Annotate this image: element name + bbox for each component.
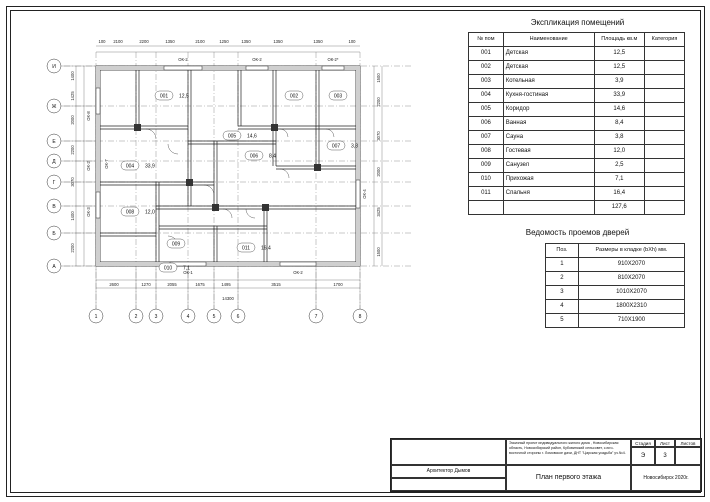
door-size: 1800X2310: [578, 300, 684, 314]
dimension-top: 1350: [313, 39, 323, 44]
room-name: Ванная: [503, 117, 594, 131]
room-name: Коридор: [503, 103, 594, 117]
axis-bubble-д-label: Д: [52, 158, 56, 165]
room-name: Детская: [503, 61, 594, 75]
stamp-drawing-title: План первого этажа: [506, 465, 631, 491]
room-category: [644, 89, 684, 103]
door-pos: 4: [546, 300, 579, 314]
door-pos: 1: [546, 258, 579, 272]
explication-header: № пом: [469, 33, 504, 47]
door-size: 710X1900: [578, 314, 684, 328]
window-label-left: ОК-7: [104, 159, 109, 169]
axis-bubble-а-label: А: [52, 263, 56, 270]
axis-bubble-4-label: 4: [186, 313, 190, 320]
table-row: [469, 89, 685, 103]
room-tag-number: 004: [125, 163, 135, 170]
room-category: [644, 61, 684, 75]
dimension-top: 100: [98, 39, 106, 44]
axis-bubble-3-label: 3: [154, 313, 158, 320]
door-size: 1010X2070: [578, 286, 684, 300]
door-size: 910X2070: [578, 258, 684, 272]
room-area: 12,5: [594, 61, 644, 75]
window-label-right: ОК-4: [362, 189, 367, 199]
room-tag-area: 12,0: [145, 209, 155, 216]
dimension-right: 3070: [376, 131, 381, 141]
doors-title: Ведомость проемов дверей: [525, 228, 630, 237]
table-row: [469, 131, 685, 145]
dimension-top: 100: [348, 39, 356, 44]
area-total: 127,6: [594, 201, 644, 215]
dimension-right: 1500: [376, 247, 381, 257]
floor-plan-drawing: [18, 16, 458, 376]
table-row: [469, 145, 685, 159]
window-label-left: ОК-3: [86, 207, 91, 217]
room-tag-number: 008: [125, 209, 135, 216]
room-area: 3,8: [594, 131, 644, 145]
room-number: 005: [469, 103, 504, 117]
room-name: Кухня-гостиная: [503, 89, 594, 103]
room-tag-area: 3,8: [351, 143, 358, 150]
table-row: [546, 272, 685, 286]
axis-bubble-и-label: И: [52, 63, 56, 70]
room-area: 7,1: [594, 173, 644, 187]
table-row: [469, 173, 685, 187]
explication-header: Категория: [644, 33, 684, 47]
dimension-bottom: 2600: [109, 282, 119, 287]
table-row: [469, 159, 685, 173]
room-name: Санузел: [503, 159, 594, 173]
dimension-bottom: 1270: [141, 282, 151, 287]
axis-bubble-2-label: 2: [134, 313, 138, 320]
dimension-bottom: 1495: [221, 282, 231, 287]
room-area: 12,0: [594, 145, 644, 159]
doors-header: Размеры в кладке (bXh) мм.: [578, 244, 684, 258]
stamp-architect: [391, 439, 506, 465]
axis-bubble-в-label: В: [52, 203, 56, 210]
dimension-top: 1350: [165, 39, 175, 44]
axis-bubble-е-label: Е: [52, 138, 56, 145]
axis-bubble-ж-label: Ж: [51, 103, 57, 110]
room-tag-area: 12,5: [179, 93, 189, 100]
room-number: 011: [469, 187, 504, 201]
room-tag-number: 010: [163, 265, 173, 272]
stamp-stage-value: Э: [631, 447, 655, 465]
dimension-right: 2000: [376, 167, 381, 177]
dimension-top: 1350: [273, 39, 283, 44]
window-label-bottom: ОК-2: [293, 270, 303, 275]
explication-header: Площадь кв.м: [594, 33, 644, 47]
dimension-left: 3070: [70, 177, 75, 187]
room-name: Детская: [503, 47, 594, 61]
room-category: [644, 159, 684, 173]
room-area: 33,9: [594, 89, 644, 103]
dimension-left: 2200: [70, 145, 75, 155]
room-number: 001: [469, 47, 504, 61]
doors-table: [545, 243, 685, 328]
room-tag-number: 009: [171, 241, 181, 248]
stamp-architect-empty: [391, 478, 506, 491]
dimension-right: 1500: [376, 73, 381, 83]
axis-bubble-г-label: Г: [52, 179, 56, 186]
dimension-overall: 14300: [222, 296, 234, 301]
window-label-bottom: ОК-1: [183, 270, 193, 275]
stamp-sheets-label: Листов: [675, 439, 701, 447]
dimension-bottom: 1700: [333, 282, 343, 287]
table-row: [469, 117, 685, 131]
axis-bubble-8-label: 8: [358, 313, 362, 320]
dimension-right: 2200: [376, 97, 381, 107]
room-area: 16,4: [594, 187, 644, 201]
explication-table: [468, 32, 685, 215]
room-name: Сауна: [503, 131, 594, 145]
dimension-bottom: 1675: [195, 282, 205, 287]
window-label-left: ОК-2: [86, 161, 91, 171]
room-name: Гостевая: [503, 145, 594, 159]
stamp-sheet-value: 3: [655, 447, 675, 465]
stamp-sheets-value: [675, 447, 701, 465]
axis-bubble-6-label: 6: [236, 313, 240, 320]
table-row: [546, 314, 685, 328]
room-tag-number: 001: [159, 93, 169, 100]
dimension-top: 2100: [113, 39, 123, 44]
dimension-top: 2100: [195, 39, 205, 44]
explication-header: Наименование: [503, 33, 594, 47]
room-area: 2,5: [594, 159, 644, 173]
room-tag-number: 007: [331, 143, 341, 150]
room-number: 003: [469, 75, 504, 89]
room-name: Котельная: [503, 75, 594, 89]
room-category: [644, 131, 684, 145]
room-tag-number: 006: [249, 153, 259, 160]
table-row: [469, 75, 685, 89]
room-area: 8,4: [594, 117, 644, 131]
room-category: [644, 75, 684, 89]
dimension-top: 1250: [219, 39, 229, 44]
room-name: Спальня: [503, 187, 594, 201]
dimension-top: 2200: [139, 39, 149, 44]
room-number: 002: [469, 61, 504, 75]
room-number: 007: [469, 131, 504, 145]
room-name: Прихожая: [503, 173, 594, 187]
room-category: [644, 103, 684, 117]
dimension-bottom: 3515: [271, 282, 281, 287]
door-pos: 3: [546, 286, 579, 300]
stamp-stage-label: Стадия: [631, 439, 655, 447]
window-label-left: ОК-8: [86, 111, 91, 121]
room-number: 004: [469, 89, 504, 103]
room-number: 009: [469, 159, 504, 173]
stamp-sheet-label: Лист: [655, 439, 675, 447]
room-category: [644, 117, 684, 131]
room-tag-area: 7,1: [183, 265, 190, 272]
table-row: [546, 258, 685, 272]
room-tag-number: 011: [242, 245, 250, 252]
room-category: [644, 173, 684, 187]
stamp-city-year: Новосибирск 2020г.: [631, 465, 701, 491]
room-number: 008: [469, 145, 504, 159]
doors-header: Поз.: [546, 244, 579, 258]
door-pos: 2: [546, 272, 579, 286]
room-tag-area: 14,6: [247, 133, 257, 140]
dimension-left: 2000: [70, 115, 75, 125]
table-row: [546, 300, 685, 314]
room-category: [644, 47, 684, 61]
axis-bubble-б-label: Б: [52, 230, 56, 237]
room-category: [644, 187, 684, 201]
axis-bubble-7-label: 7: [314, 313, 318, 320]
title-block: [390, 438, 702, 492]
table-row: [469, 103, 685, 117]
door-size: 810X2070: [578, 272, 684, 286]
table-row: [469, 61, 685, 75]
dimension-left: 1400: [70, 71, 75, 81]
door-pos: 5: [546, 314, 579, 328]
table-row: [469, 47, 685, 61]
room-area: 3,9: [594, 75, 644, 89]
table-row: [546, 286, 685, 300]
stamp-object: Эскизный проект индивидуального жилого дома , Новосибирская область, Новосибирский район, Кубовинский сельсовет, с.юго-восточной стороны г. Ломовское дачи, ДНТ "Царская усадьба" уч.№4.: [506, 439, 631, 465]
dimension-left: 2200: [70, 243, 75, 253]
room-tag-number: 005: [227, 133, 237, 140]
room-number: 006: [469, 117, 504, 131]
table-row: [469, 187, 685, 201]
dimension-top: 1350: [241, 39, 251, 44]
explication-title: Экспликация помещений: [530, 18, 625, 27]
axis-bubble-1-label: 1: [94, 313, 98, 320]
table-row-total: [469, 201, 685, 215]
room-tag-number: 002: [289, 93, 299, 100]
stamp-architect-label: Архитектор Дымов: [391, 465, 506, 478]
room-tag-area: 33,9: [145, 163, 155, 170]
room-area: 14,6: [594, 103, 644, 117]
room-tag-number: 003: [333, 93, 343, 100]
window-label-top: ОК-2*: [327, 57, 339, 62]
room-tag-area: 16,4: [261, 245, 271, 252]
room-area: 12,5: [594, 47, 644, 61]
room-category: [644, 145, 684, 159]
dimension-left: 1400: [70, 211, 75, 221]
axis-bubble-5-label: 5: [212, 313, 216, 320]
window-label-top: ОК-2: [252, 57, 262, 62]
room-tag-area: 8,4: [269, 153, 276, 160]
dimension-bottom: 2055: [167, 282, 177, 287]
room-number: 010: [469, 173, 504, 187]
dimension-left: 1425: [70, 91, 75, 101]
dimension-right: 3425: [376, 207, 381, 217]
window-label-top: ОК-2: [178, 57, 188, 62]
